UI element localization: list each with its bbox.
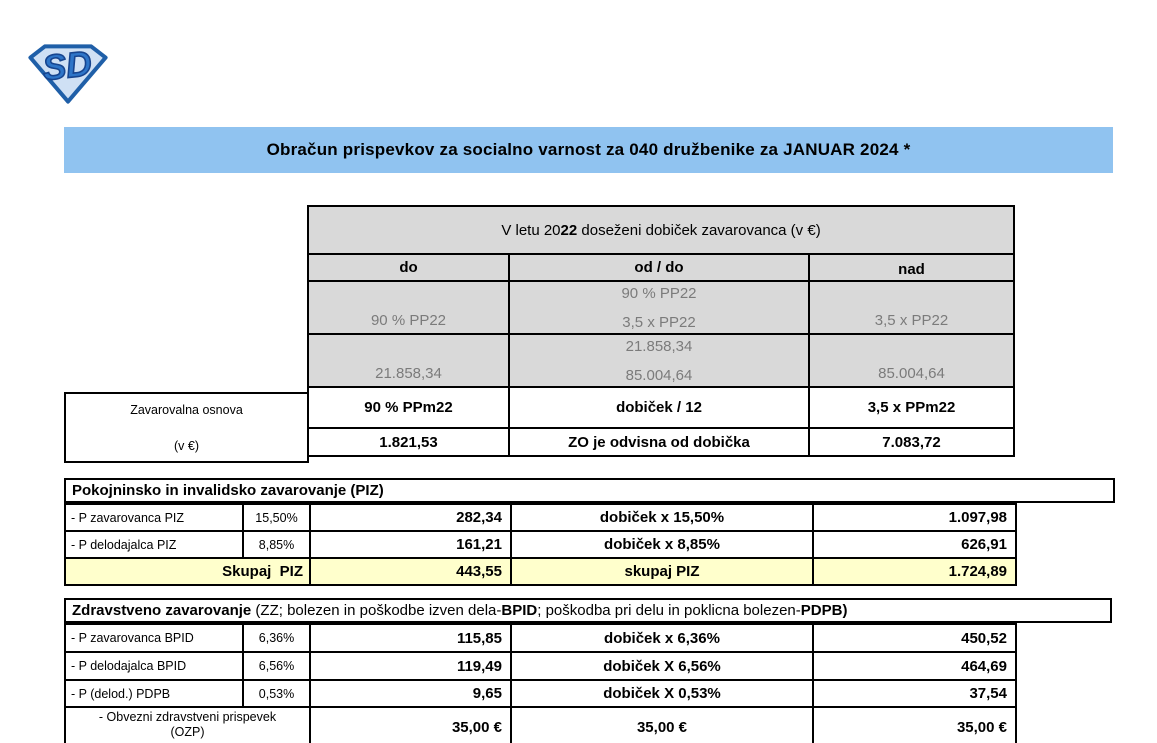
zz-contributions-table — [64, 623, 1017, 743]
profit-col-header-row — [308, 254, 1014, 281]
piz-row — [65, 504, 1016, 531]
pp-oddo-cell: 90 % PP22 3,5 x PP22 — [509, 281, 809, 334]
base-formula-nad: 3,5 x PPm22 — [809, 387, 1014, 428]
piz-section-title: Pokojninsko in invalidsko zavarovanje (PIZ) — [72, 482, 384, 499]
base-formula-oddo: dobiček / 12 — [509, 387, 809, 428]
pp-nad-cell: 3,5 x PP22 — [809, 281, 1014, 334]
total-value-do: 443,55 — [310, 558, 511, 585]
base-value-oddo: ZO je odvisna od dobička — [509, 428, 809, 456]
row-label: - P delodajalca PIZ — [65, 531, 243, 558]
insurance-base-unit: (v €) — [174, 439, 199, 453]
value-do: 115,85 — [310, 624, 511, 652]
row-label: - P zavarovanca BPID — [65, 624, 243, 652]
formula-mid: 35,00 € — [511, 707, 813, 743]
row-rate: 6,56% — [243, 652, 310, 680]
pp-do-cell: 90 % PP22 — [308, 281, 509, 334]
page-title: Obračun prispevkov za socialno varnost za 040 družbenike za JANUAR 2024 * — [266, 140, 911, 159]
formula-mid: dobiček x 8,85% — [511, 531, 813, 558]
row-label: - P (delod.) PDPB — [65, 680, 243, 707]
base-value-do: 1.821,53 — [308, 428, 509, 456]
amount-oddo-cell: 21.858,34 85.004,64 — [509, 334, 809, 387]
col-header-do: do — [308, 254, 509, 281]
formula-mid: dobiček x 6,36% — [511, 624, 813, 652]
piz-section-header — [64, 478, 1115, 503]
row-rate: 0,53% — [243, 680, 310, 707]
base-formula-do: 90 % PPm22 — [308, 387, 509, 428]
piz-total-label: Skupaj PIZ — [65, 558, 310, 585]
row-rate: 8,85% — [243, 531, 310, 558]
superman-shield-icon — [28, 44, 108, 104]
profit-table-title: V letu 2022 doseženi dobiček zavarovanca (v €) — [308, 206, 1014, 254]
formula-mid: dobiček X 6,56% — [511, 652, 813, 680]
row-label: - P delodajalca BPID — [65, 652, 243, 680]
base-formula-row — [308, 387, 1014, 428]
value-do: 119,49 — [310, 652, 511, 680]
value-nad: 37,54 — [813, 680, 1016, 707]
base-value-nad: 7.083,72 — [809, 428, 1014, 456]
value-nad: 626,91 — [813, 531, 1016, 558]
amount-do-cell: 21.858,34 — [308, 334, 509, 387]
col-header-od-do: od / do — [509, 254, 809, 281]
amount-nad-cell: 85.004,64 — [809, 334, 1014, 387]
zz-section-header: Zdravstveno zavarovanje (ZZ; bolezen in poškodbe izven dela- BPID ; poškodba pri delu in poklicna bolezen- PDPB) — [64, 598, 1112, 623]
value-do: 9,65 — [310, 680, 511, 707]
insurance-base-label-box — [64, 392, 309, 463]
formula-mid: dobiček X 0,53% — [511, 680, 813, 707]
row-rate: 6,36% — [243, 624, 310, 652]
base-value-row — [308, 428, 1014, 456]
value-do: 161,21 — [310, 531, 511, 558]
document-title-bar — [64, 127, 1113, 173]
logo-letters: SD — [40, 44, 94, 89]
zz-row — [65, 652, 1016, 680]
piz-row — [65, 531, 1016, 558]
profit-header-row — [308, 206, 1014, 254]
formula-mid: dobiček x 15,50% — [511, 504, 813, 531]
value-nad: 450,52 — [813, 624, 1016, 652]
insurance-base-label: Zavarovalna osnova — [130, 403, 243, 417]
col-header-nad: nad — [809, 254, 1014, 281]
value-nad: 35,00 € — [813, 707, 1016, 743]
ozp-row — [65, 707, 1016, 743]
value-do: 282,34 — [310, 504, 511, 531]
profit-range-table — [307, 205, 1015, 457]
amount-threshold-row — [308, 334, 1014, 387]
value-nad: 464,69 — [813, 652, 1016, 680]
value-nad: 1.097,98 — [813, 504, 1016, 531]
sd-shield-logo — [28, 44, 108, 104]
pp-threshold-row — [308, 281, 1014, 334]
ozp-label: - Obvezni zdravstveni prispevek (OZP) — [65, 707, 310, 743]
total-formula-mid: skupaj PIZ — [511, 558, 813, 585]
value-do: 35,00 € — [310, 707, 511, 743]
total-value-nad: 1.724,89 — [813, 558, 1016, 585]
piz-total-row — [65, 558, 1016, 585]
row-rate: 15,50% — [243, 504, 310, 531]
piz-contributions-table — [64, 503, 1017, 586]
zz-row — [65, 680, 1016, 707]
row-label: - P zavarovanca PIZ — [65, 504, 243, 531]
zz-row — [65, 624, 1016, 652]
